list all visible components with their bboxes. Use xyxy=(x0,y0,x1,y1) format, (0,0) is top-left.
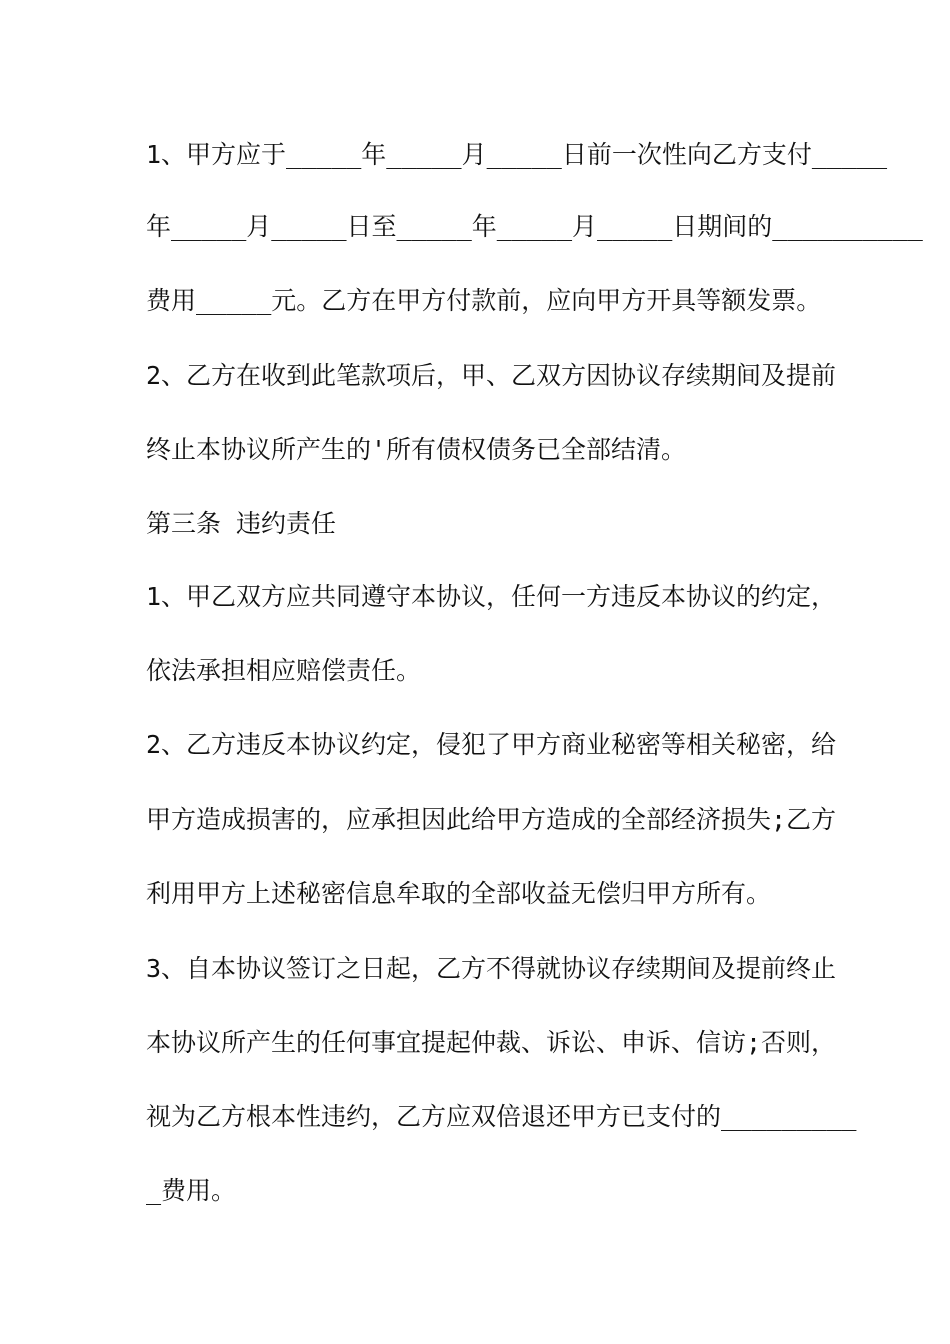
text-line-9: 2、乙方违反本协议约定，侵犯了甲方商业秘密等相关秘密，给 xyxy=(146,730,837,759)
text-line-14: 视为乙方根本性违约，乙方应双倍退还甲方已支付的_________ xyxy=(146,1102,857,1131)
text-line-10: 甲方造成损害的，应承担因此给甲方造成的全部经济损失;乙方 xyxy=(146,805,837,834)
section-heading: 第三条 违约责任 xyxy=(146,509,337,538)
text-line-5: 终止本协议所产生的'所有债权债务已全部结清。 xyxy=(146,435,687,464)
text-line-4: 2、乙方在收到此笔款项后，甲、乙双方因协议存续期间及提前 xyxy=(146,361,837,390)
text-line-1: 1、甲方应于_____年_____月_____日前一次性向乙方支付_____ xyxy=(146,140,888,169)
text-line-7: 1、甲乙双方应共同遵守本协议，任何一方违反本协议的约定， xyxy=(146,582,837,611)
text-line-3: 费用_____元。乙方在甲方付款前，应向甲方开具等额发票。 xyxy=(146,286,822,315)
text-line-2: 年_____月_____日至_____年_____月_____日期间的__________ xyxy=(146,212,923,241)
text-line-13: 本协议所产生的任何事宜提起仲裁、诉讼、申诉、信访;否则， xyxy=(146,1028,837,1057)
text-line-11: 利用甲方上述秘密信息牟取的全部收益无偿归甲方所有。 xyxy=(146,879,772,908)
text-line-15: _费用。 xyxy=(146,1176,237,1205)
text-line-8: 依法承担相应赔偿责任。 xyxy=(146,656,422,685)
text-line-12: 3、自本协议签订之日起，乙方不得就协议存续期间及提前终止 xyxy=(146,954,837,983)
